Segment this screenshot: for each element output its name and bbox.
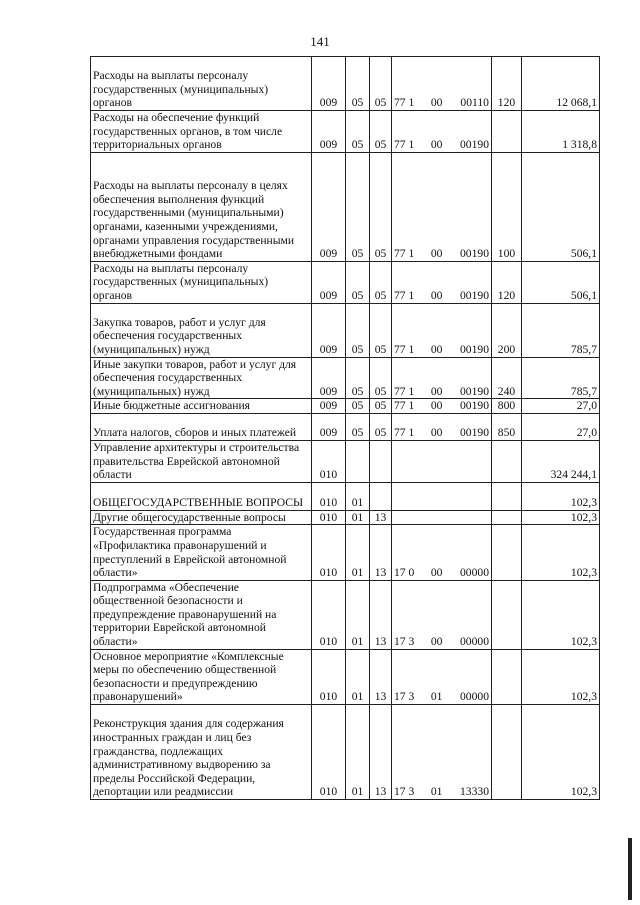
section-code: 05 bbox=[346, 413, 370, 440]
target-article-part: 77 1 bbox=[394, 96, 415, 110]
target-article-part: 77 1 bbox=[394, 342, 415, 356]
subsection-code: 13 bbox=[370, 510, 392, 525]
subsection-code: 13 bbox=[370, 649, 392, 704]
amount: 102,3 bbox=[522, 580, 600, 649]
ministry-code: 010 bbox=[312, 440, 346, 482]
target-article-code bbox=[392, 261, 492, 303]
table-row bbox=[91, 413, 600, 440]
amount: 27,0 bbox=[522, 413, 600, 440]
table-row bbox=[91, 357, 600, 399]
target-article-part: 17 3 bbox=[394, 635, 415, 649]
amount: 506,1 bbox=[522, 261, 600, 303]
expense-type-code bbox=[492, 111, 522, 153]
target-article-part: 00190 bbox=[460, 384, 489, 398]
target-article-part: 77 1 bbox=[394, 384, 415, 398]
expense-type-code bbox=[492, 705, 522, 800]
amount: 785,7 bbox=[522, 357, 600, 399]
target-article-code bbox=[392, 649, 492, 704]
section-code: 05 bbox=[346, 303, 370, 357]
target-article-code bbox=[392, 705, 492, 800]
ministry-code: 009 bbox=[312, 413, 346, 440]
table-row bbox=[91, 525, 600, 580]
expense-type-code: 800 bbox=[492, 399, 522, 414]
target-article-code bbox=[392, 482, 492, 510]
target-article-part: 77 1 bbox=[394, 288, 415, 302]
target-article-part: 01 bbox=[430, 785, 443, 799]
row-name: Управление архитектуры и строительства правительства Еврейской автономной области bbox=[91, 440, 312, 482]
expense-type-code: 100 bbox=[492, 152, 522, 261]
target-article-part: 00 bbox=[430, 138, 443, 152]
section-code: 05 bbox=[346, 357, 370, 399]
subsection-code bbox=[370, 440, 392, 482]
table-row bbox=[91, 111, 600, 153]
expense-type-code: 120 bbox=[492, 57, 522, 111]
subsection-code: 05 bbox=[370, 261, 392, 303]
ministry-code: 009 bbox=[312, 111, 346, 153]
target-article-part: 00000 bbox=[460, 635, 489, 649]
table-row bbox=[91, 510, 600, 525]
subsection-code: 05 bbox=[370, 111, 392, 153]
target-article-part: 17 3 bbox=[394, 785, 415, 799]
ministry-code: 010 bbox=[312, 510, 346, 525]
ministry-code: 010 bbox=[312, 525, 346, 580]
row-name: Закупка товаров, работ и услуг для обеспечения государственных (муниципальных) нужд bbox=[91, 303, 312, 357]
row-name: Государственная программа «Профилактика правонарушений и преступлений в Еврейской автономной области» bbox=[91, 525, 312, 580]
subsection-code: 05 bbox=[370, 357, 392, 399]
target-article-part: 00 bbox=[430, 384, 443, 398]
amount: 12 068,1 bbox=[522, 57, 600, 111]
table-row bbox=[91, 580, 600, 649]
table-row bbox=[91, 57, 600, 111]
target-article-code bbox=[392, 510, 492, 525]
target-article-code bbox=[392, 580, 492, 649]
target-article-code bbox=[392, 303, 492, 357]
amount: 27,0 bbox=[522, 399, 600, 414]
section-code: 05 bbox=[346, 111, 370, 153]
target-article-part: 00000 bbox=[460, 690, 489, 704]
amount: 102,3 bbox=[522, 705, 600, 800]
ministry-code: 009 bbox=[312, 152, 346, 261]
target-article-part: 00000 bbox=[460, 566, 489, 580]
section-code: 01 bbox=[346, 580, 370, 649]
section-code: 01 bbox=[346, 482, 370, 510]
row-name: Уплата налогов, сборов и иных платежей bbox=[91, 413, 312, 440]
target-article-part: 00190 bbox=[460, 247, 489, 261]
table-row bbox=[91, 399, 600, 414]
ministry-code: 010 bbox=[312, 649, 346, 704]
table-row bbox=[91, 152, 600, 261]
target-article-part: 00 bbox=[430, 288, 443, 302]
subsection-code: 13 bbox=[370, 580, 392, 649]
target-article-part: 00190 bbox=[460, 288, 489, 302]
target-article-code bbox=[392, 57, 492, 111]
budget-table bbox=[90, 56, 600, 800]
expense-type-code: 120 bbox=[492, 261, 522, 303]
target-article-part: 00 bbox=[430, 399, 443, 413]
amount: 102,3 bbox=[522, 482, 600, 510]
amount: 102,3 bbox=[522, 510, 600, 525]
ministry-code: 010 bbox=[312, 482, 346, 510]
section-code bbox=[346, 440, 370, 482]
target-article-code bbox=[392, 152, 492, 261]
table-row bbox=[91, 649, 600, 704]
row-name: Иные бюджетные ассигнования bbox=[91, 399, 312, 414]
subsection-code: 05 bbox=[370, 57, 392, 111]
page-number: 141 bbox=[310, 34, 330, 49]
target-article-part: 00 bbox=[430, 247, 443, 261]
expense-type-code: 850 bbox=[492, 413, 522, 440]
target-article-part: 77 1 bbox=[394, 426, 415, 440]
scan-edge-mark bbox=[628, 838, 632, 900]
expense-type-code: 240 bbox=[492, 357, 522, 399]
subsection-code: 13 bbox=[370, 525, 392, 580]
row-name: Расходы на выплаты персоналу в целях обеспечения выполнения функций государственными (муниципальными) органами, казенными учреждениями, органами управления государственными внебюджетными фондами bbox=[91, 152, 312, 261]
ministry-code: 009 bbox=[312, 357, 346, 399]
target-article-code bbox=[392, 525, 492, 580]
amount: 785,7 bbox=[522, 303, 600, 357]
table-row bbox=[91, 440, 600, 482]
target-article-part: 77 1 bbox=[394, 399, 415, 413]
table-row bbox=[91, 261, 600, 303]
subsection-code: 05 bbox=[370, 413, 392, 440]
ministry-code: 009 bbox=[312, 399, 346, 414]
row-name: ОБЩЕГОСУДАРСТВЕННЫЕ ВОПРОСЫ bbox=[91, 482, 312, 510]
section-code: 01 bbox=[346, 510, 370, 525]
target-article-part: 01 bbox=[430, 690, 443, 704]
target-article-part: 00190 bbox=[460, 426, 489, 440]
target-article-part: 77 1 bbox=[394, 138, 415, 152]
target-article-part: 00190 bbox=[460, 399, 489, 413]
target-article-code bbox=[392, 440, 492, 482]
amount: 1 318,8 bbox=[522, 111, 600, 153]
section-code: 01 bbox=[346, 525, 370, 580]
section-code: 05 bbox=[346, 399, 370, 414]
target-article-code bbox=[392, 357, 492, 399]
amount: 102,3 bbox=[522, 525, 600, 580]
section-code: 05 bbox=[346, 261, 370, 303]
target-article-code bbox=[392, 399, 492, 414]
target-article-code bbox=[392, 413, 492, 440]
expense-type-code bbox=[492, 580, 522, 649]
expense-type-code bbox=[492, 525, 522, 580]
section-code: 01 bbox=[346, 705, 370, 800]
row-name: Иные закупки товаров, работ и услуг для обеспечения государственных (муниципальных) нужд bbox=[91, 357, 312, 399]
expense-type-code bbox=[492, 510, 522, 525]
subsection-code: 13 bbox=[370, 705, 392, 800]
amount: 506,1 bbox=[522, 152, 600, 261]
row-name: Расходы на обеспечение функций государственных органов, в том числе территориальных органов bbox=[91, 111, 312, 153]
target-article-part: 00110 bbox=[460, 96, 489, 110]
section-code: 05 bbox=[346, 57, 370, 111]
target-article-part: 17 3 bbox=[394, 690, 415, 704]
ministry-code: 009 bbox=[312, 303, 346, 357]
target-article-part: 00190 bbox=[460, 138, 489, 152]
row-name: Другие общегосударственные вопросы bbox=[91, 510, 312, 525]
subsection-code: 05 bbox=[370, 399, 392, 414]
target-article-part: 00 bbox=[430, 566, 443, 580]
amount: 324 244,1 bbox=[522, 440, 600, 482]
ministry-code: 009 bbox=[312, 261, 346, 303]
amount: 102,3 bbox=[522, 649, 600, 704]
table-row bbox=[91, 482, 600, 510]
expense-type-code: 200 bbox=[492, 303, 522, 357]
target-article-part: 00 bbox=[430, 635, 443, 649]
subsection-code bbox=[370, 482, 392, 510]
ministry-code: 009 bbox=[312, 57, 346, 111]
target-article-part: 77 1 bbox=[394, 247, 415, 261]
expense-type-code bbox=[492, 482, 522, 510]
target-article-part: 00 bbox=[430, 96, 443, 110]
expense-type-code bbox=[492, 649, 522, 704]
target-article-part: 00 bbox=[430, 426, 443, 440]
section-code: 05 bbox=[346, 152, 370, 261]
row-name: Расходы на выплаты персоналу государственных (муниципальных) органов bbox=[91, 57, 312, 111]
row-name: Основное мероприятие «Комплексные меры по обеспечению общественной безопасности и предупреждению правонарушений» bbox=[91, 649, 312, 704]
subsection-code: 05 bbox=[370, 152, 392, 261]
row-name: Расходы на выплаты персоналу государственных (муниципальных) органов bbox=[91, 261, 312, 303]
section-code: 01 bbox=[346, 649, 370, 704]
target-article-part: 13330 bbox=[460, 785, 489, 799]
ministry-code: 010 bbox=[312, 580, 346, 649]
target-article-part: 00 bbox=[430, 342, 443, 356]
target-article-part: 17 0 bbox=[394, 566, 415, 580]
expense-type-code bbox=[492, 440, 522, 482]
subsection-code: 05 bbox=[370, 303, 392, 357]
target-article-code bbox=[392, 111, 492, 153]
target-article-part: 00190 bbox=[460, 342, 489, 356]
table-row bbox=[91, 303, 600, 357]
table-row bbox=[91, 705, 600, 800]
row-name: Подпрограмма «Обеспечение общественной безопасности и предупреждение правонарушений на территории Еврейской автономной области» bbox=[91, 580, 312, 649]
row-name: Реконструкция здания для содержания иностранных граждан и лиц без гражданства, подлежащих административному выдворению за пределы Российской Федерации, депортации или реадмиссии bbox=[91, 705, 312, 800]
ministry-code: 010 bbox=[312, 705, 346, 800]
